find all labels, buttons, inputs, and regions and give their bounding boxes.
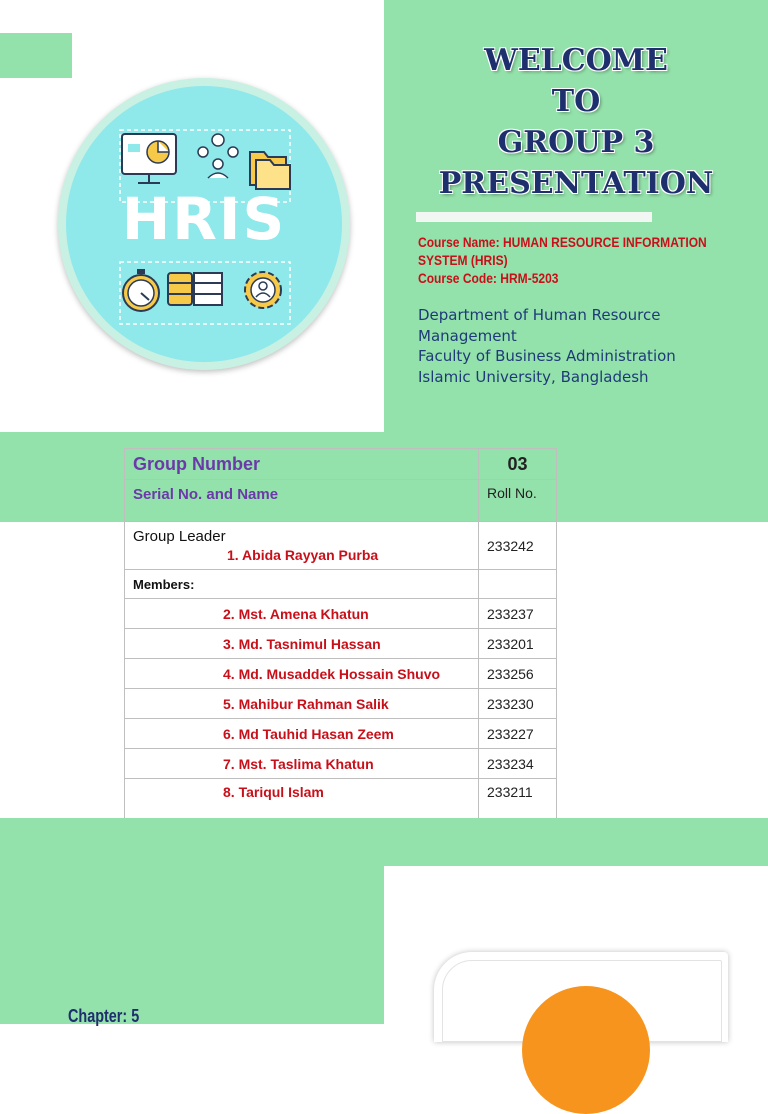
member-roll: 233211 [479,779,557,821]
roll-header: Roll No. [479,480,557,522]
chapter-label: Chapter: 5 [68,1006,140,1026]
top-left-accent-bar [0,33,72,78]
department-line-1: Department of Human Resource [418,306,661,324]
team-icon [198,134,238,178]
group-members-table [124,448,557,821]
member-roll: 233256 [479,659,557,689]
leader-row [125,522,557,570]
welcome-heading [384,40,768,204]
member-name: 7. Mst. Taslima Khatun [125,749,479,779]
folder-icon [250,152,290,189]
course-name-line-1: Course Name: HUMAN RESOURCE INFORMATION [418,234,707,250]
member-roll: 233201 [479,629,557,659]
group-number-row [125,449,557,480]
course-info [418,233,762,287]
member-roll: 233237 [479,599,557,629]
course-name-line-2: SYSTEM (HRIS) [418,252,508,268]
member-name: 3. Md. Tasnimul Hassan [125,629,479,659]
member-roll: 233227 [479,719,557,749]
course-code: Course Code: HRM-5203 [418,270,559,286]
stopwatch-icon [123,269,159,311]
group-number-label: Group Number [125,449,479,480]
member-name: 5. Mahibur Rahman Salik [125,689,479,719]
hris-logo-text: HRIS [121,185,287,253]
title-divider [416,212,652,222]
department-line-4: Islamic University, Bangladesh [418,367,649,386]
members-label: Members: [125,570,479,599]
table-row [125,629,557,659]
monitor-chart-icon [122,134,176,183]
member-name: 4. Md. Musaddek Hossain Shuvo [125,659,479,689]
members-label-roll-empty [479,570,557,599]
group-table [124,448,557,822]
serial-name-header: Serial No. and Name [125,480,479,522]
department-line-3: Faculty of Business Administration [418,347,676,365]
leader-label: Group Leader [133,528,226,545]
table-row [125,779,557,821]
database-icon [168,273,222,305]
leader-name: 1. Abida Rayyan Purba [227,547,379,563]
table-row [125,689,557,719]
department-info [418,305,758,387]
welcome-line-2: TO [551,84,601,119]
member-roll: 233230 [479,689,557,719]
group-number-value: 03 [479,449,557,480]
leader-cell [125,522,479,570]
member-roll: 233234 [479,749,557,779]
welcome-line-3: GROUP 3 [497,125,655,160]
column-header-row [125,480,557,522]
table-row [125,599,557,629]
member-name: 2. Mst. Amena Khatun [125,599,479,629]
member-name: 6. Md Tauhid Hasan Zeem [125,719,479,749]
welcome-line-1: WELCOME [484,43,668,78]
table-row [125,749,557,779]
gear-user-icon [245,272,281,308]
table-row [125,659,557,689]
department-line-2: Management [418,326,517,345]
leader-roll: 233242 [479,522,557,570]
member-name: 8. Tariqul Islam [125,779,479,821]
members-label-row [125,570,557,599]
table-row [125,719,557,749]
orange-circle [522,986,650,1114]
welcome-line-4: PRESENTATION [438,166,714,201]
